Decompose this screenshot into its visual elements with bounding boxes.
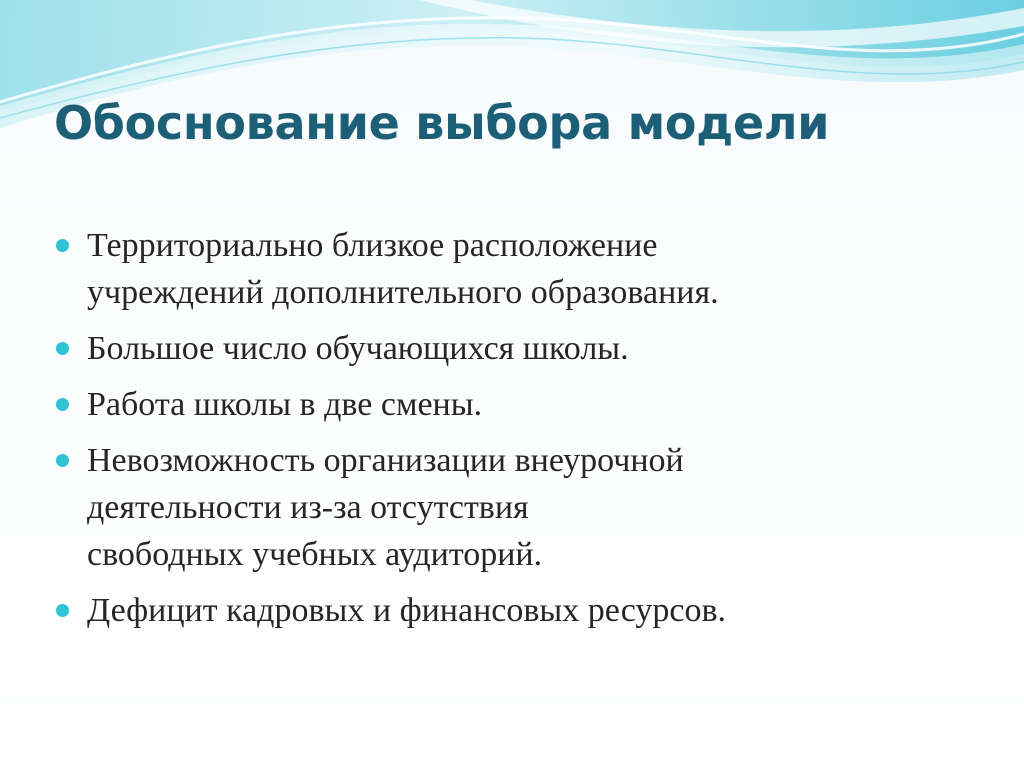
- bullet-text-line: свободных учебных аудиторий.: [87, 536, 543, 573]
- bullet-dot: [56, 342, 69, 355]
- bullet-text-line: учреждений дополнительного образования.: [87, 274, 719, 311]
- bullet-text-line: Большое число обучающихся школы.: [87, 330, 629, 367]
- bullet-item: [56, 381, 976, 428]
- bullet-item: [56, 437, 976, 578]
- bullet-list: [56, 222, 976, 643]
- bullet-item: [56, 587, 976, 634]
- bullet-item: [56, 222, 976, 316]
- bullet-item: [56, 325, 976, 372]
- bullet-text-line: Дефицит кадровых и финансовых ресурсов.: [87, 592, 726, 629]
- bullet-text-line: Невозможность организации внеурочной: [87, 442, 684, 479]
- bullet-dot: [56, 398, 69, 411]
- slide-title: Обоснование выбора модели: [54, 96, 830, 150]
- bullet-dot: [56, 239, 69, 252]
- bullet-text-line: Территориально близкое расположение: [87, 227, 658, 264]
- bullet-text-line: деятельности из-за отсутствия: [87, 489, 529, 526]
- bullet-text-line: Работа школы в две смены.: [87, 386, 483, 423]
- bullet-dot: [56, 604, 69, 617]
- bullet-dot: [56, 454, 69, 467]
